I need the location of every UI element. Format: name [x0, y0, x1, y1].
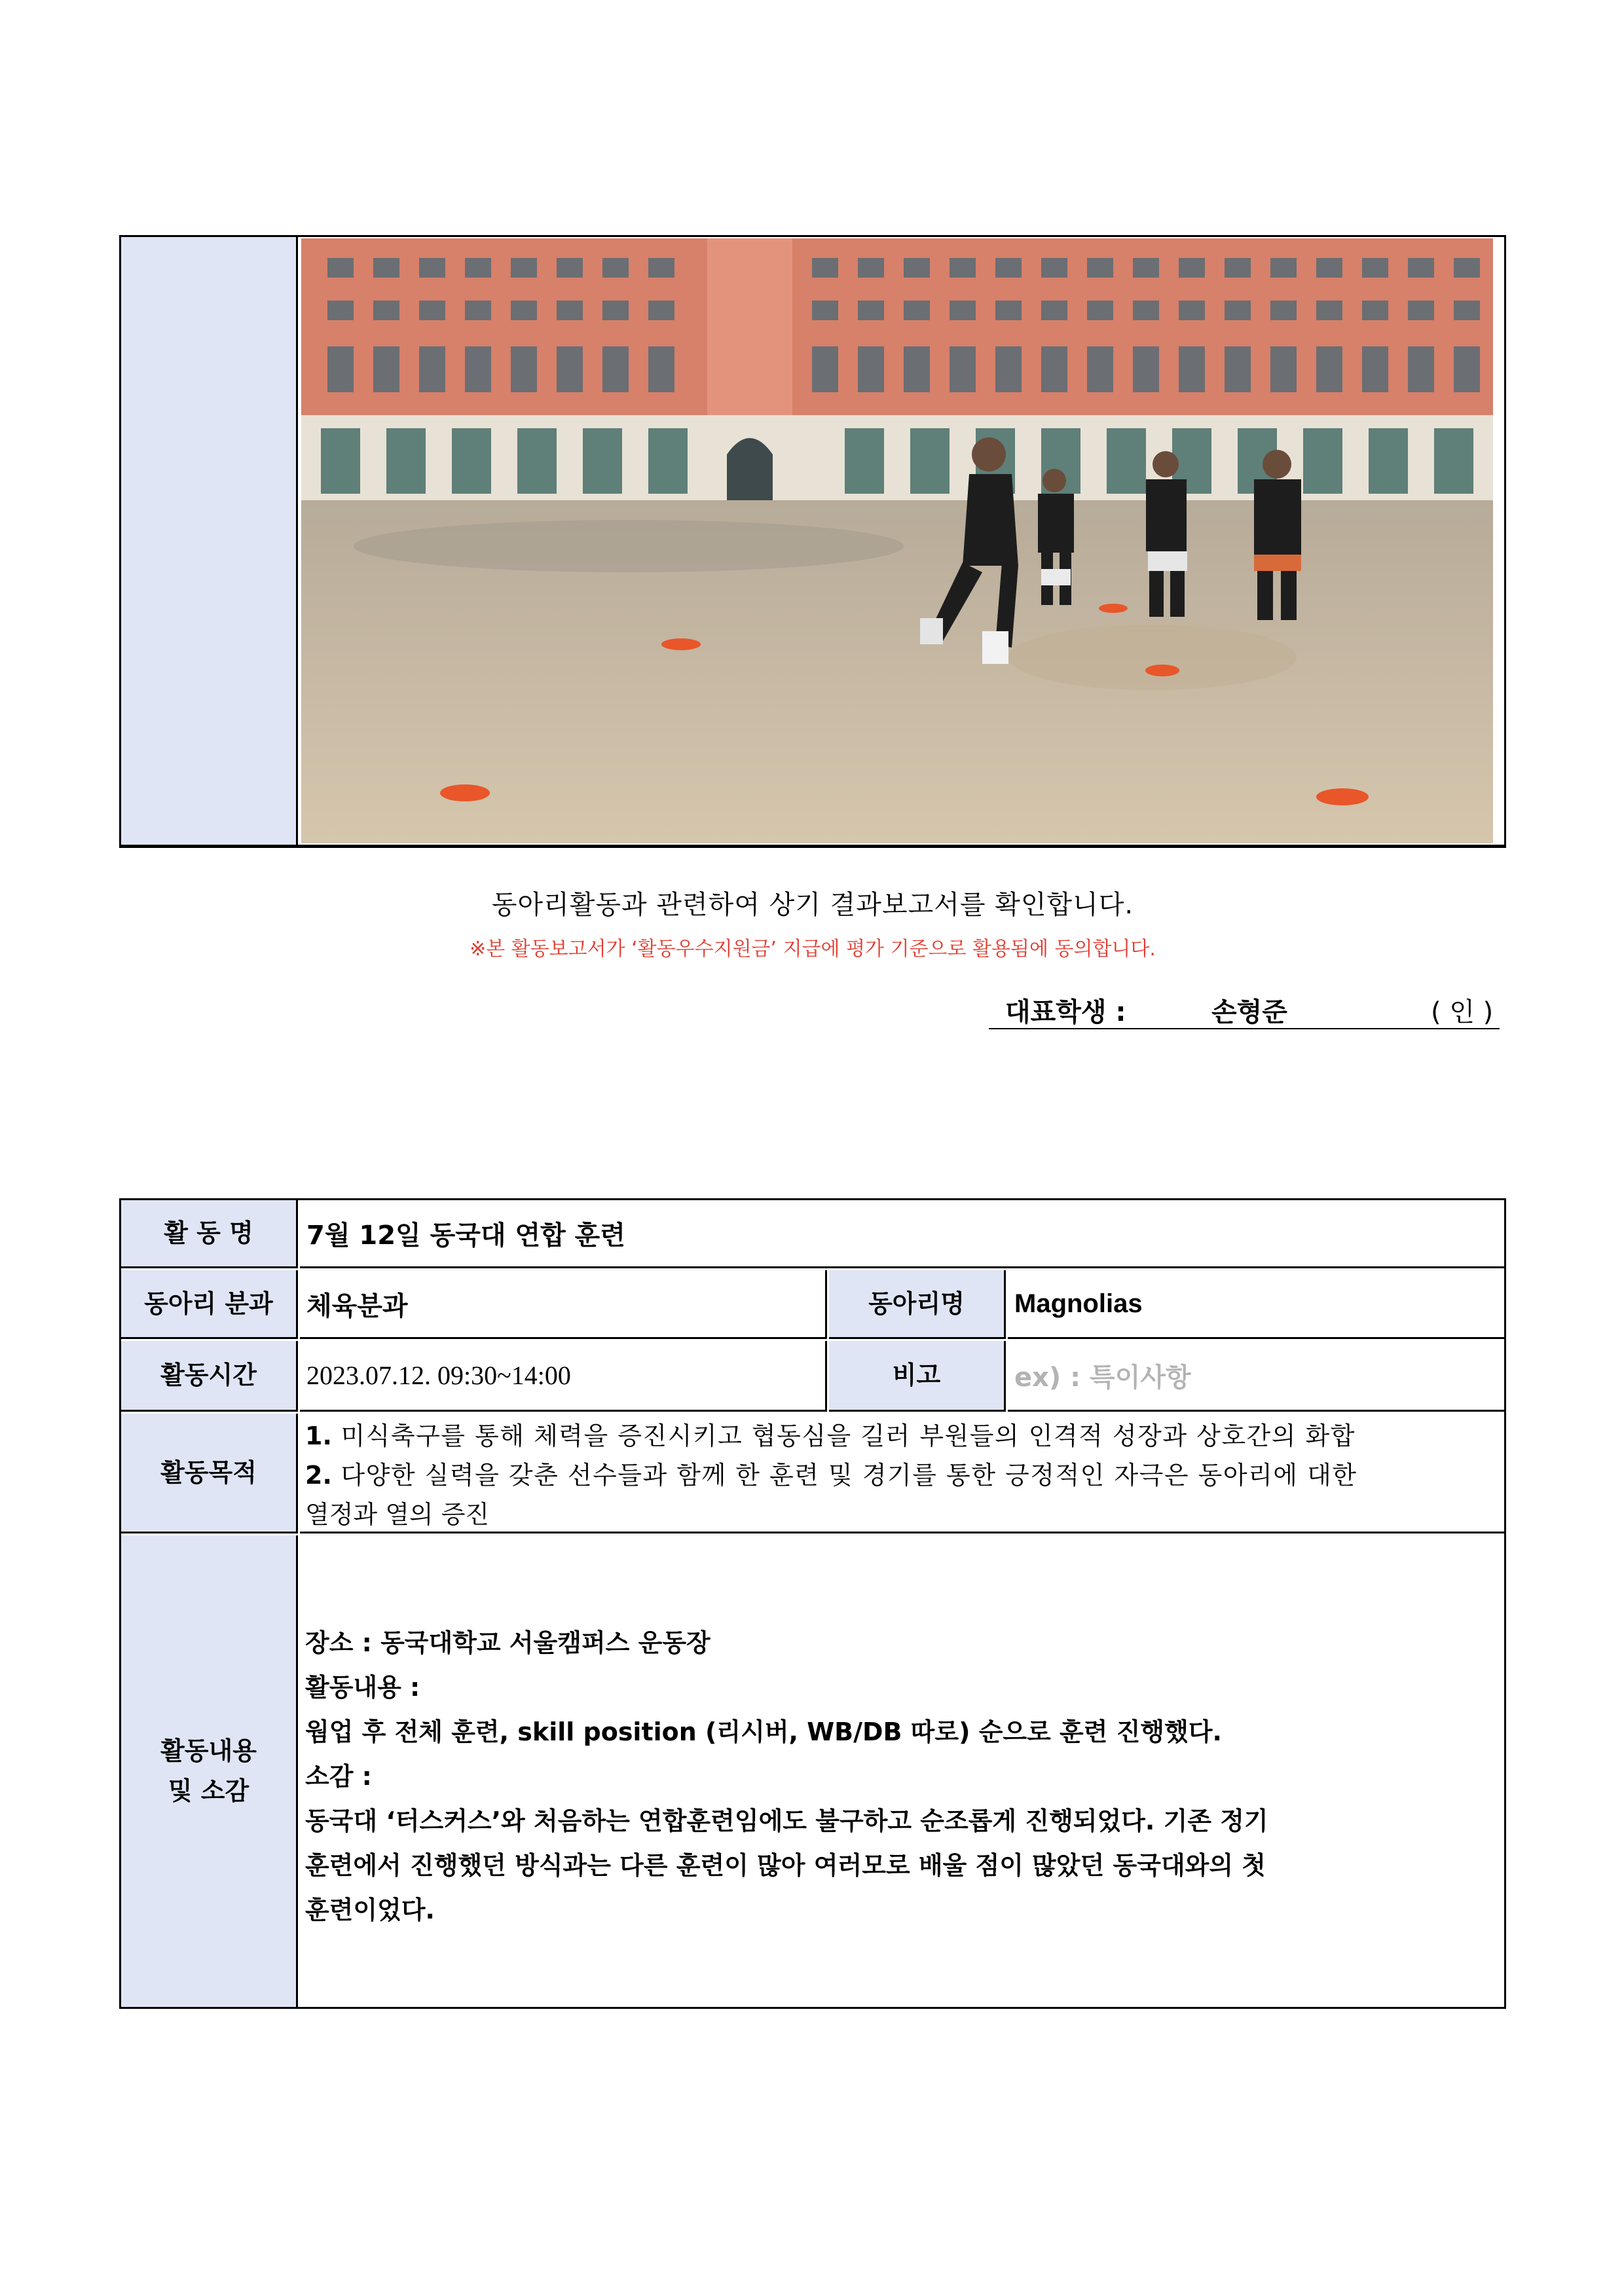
purpose-1-number: 1. [305, 1422, 332, 1450]
activity-name-value: 7월 12일 동국대 연합 훈련 [306, 1221, 625, 1251]
confirm-statement: 동아리활동과 관련하여 상기 결과보고서를 확인합니다. [491, 890, 1134, 920]
purpose-label: 활동목적 [160, 1458, 257, 1487]
purpose-item-1 [305, 1416, 1500, 1456]
agreement-notice: ※본 활동보고서가 ‘활동우수지원금’ 지급에 평가 기준으로 활용됨에 동의합니다. [470, 938, 1156, 961]
club-value: Magnolias [1014, 1289, 1143, 1318]
impression-line-1: 동국대 ‘터스커스’와 처음하는 연합훈련임에도 불구하고 순조롭게 진행되었다. 기존 정기 [305, 1807, 1268, 1835]
representative-name: 손형준 [1211, 997, 1287, 1027]
time-value: 2023.07.12. 09:30~14:00 [306, 1361, 571, 1390]
content-body: 웜업 후 전체 훈련, skill position (리시버, WB/DB 따로) 순으로 훈련 진행했다. [305, 1717, 1222, 1746]
division-label-cell [121, 1270, 298, 1339]
activity-name-label: 활 동 명 [164, 1219, 253, 1248]
activity-name-label-cell [121, 1200, 298, 1268]
training-photo [301, 238, 1493, 843]
content-label-line1: 활동내용 [160, 1736, 257, 1766]
purpose-2-continued: 열정과 열의 증진 [305, 1500, 490, 1529]
representative-label: 대표학생 : [1005, 997, 1126, 1027]
purpose-label-cell [121, 1414, 298, 1533]
remark-value: ex) : 특이사항 [1014, 1363, 1191, 1393]
content-label-cell [121, 1535, 298, 2007]
place-line: 장소 : 동국대학교 서울캠퍼스 운동장 [305, 1628, 710, 1657]
content-label-line2: 및 소감 [168, 1776, 249, 1805]
division-value: 체육분과 [306, 1291, 408, 1321]
purpose-2-number: 2. [305, 1461, 332, 1490]
remark-label-cell [829, 1341, 1006, 1412]
impression-line-3: 훈련이었다. [305, 1896, 435, 1924]
impression-line-2: 훈련에서 진행했던 방식과는 다른 훈련이 많아 여러모로 배울 점이 많았던 동국대와의 첫 [305, 1851, 1266, 1880]
time-cell [300, 1341, 827, 1412]
activity-name-cell [300, 1200, 1504, 1268]
impression-heading: 소감 : [305, 1762, 372, 1791]
content-heading: 활동내용 : [305, 1673, 420, 1702]
purpose-cell [300, 1414, 1504, 1533]
division-label: 동아리 분과 [144, 1289, 273, 1318]
remark-cell [1008, 1341, 1504, 1412]
club-label: 동아리명 [868, 1289, 965, 1318]
purpose-item-2 [305, 1456, 1500, 1495]
remark-label: 비고 [892, 1361, 941, 1390]
time-label: 활동시간 [160, 1361, 257, 1390]
purpose-1-text: 미식축구를 통해 체력을 증진시키고 협동심을 길러 부원들의 인격적 성장과 상호간의 화합 [331, 1422, 1356, 1450]
division-cell [300, 1270, 827, 1339]
time-label-cell [121, 1341, 298, 1412]
seal-mark: ( 인 ) [1431, 997, 1494, 1027]
content-cell [300, 1535, 1504, 2007]
section-divider [119, 845, 1506, 847]
club-cell [1008, 1270, 1504, 1339]
club-label-cell [829, 1270, 1006, 1339]
purpose-2-text: 다양한 실력을 갖춘 선수들과 함께 한 훈련 및 경기를 통한 긍정적인 자극은 동아리에 대한 [331, 1461, 1357, 1490]
photo-label-cell [121, 237, 298, 846]
